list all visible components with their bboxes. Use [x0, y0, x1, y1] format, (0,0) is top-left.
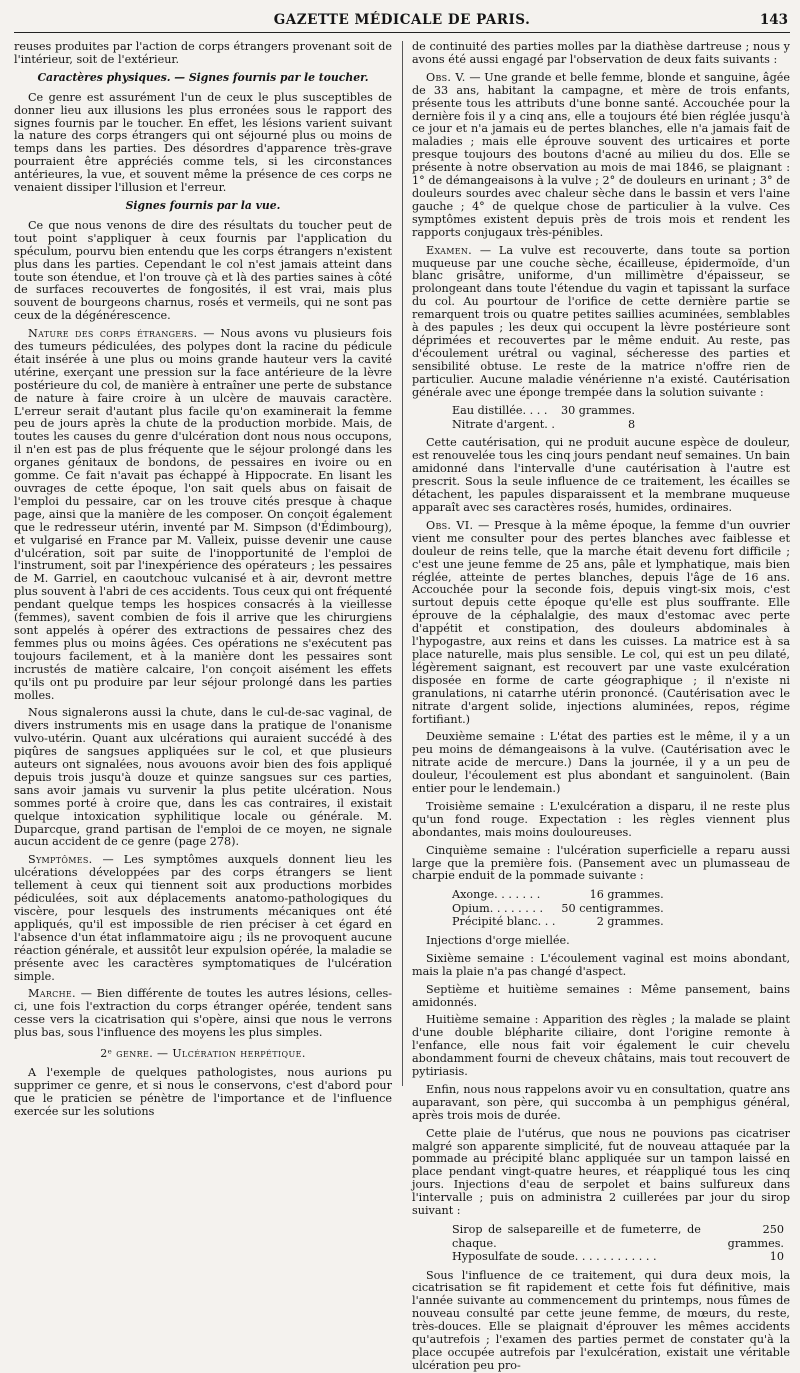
prescription-row: [452, 1250, 790, 1264]
paragraph: Septième et huitième semaines : Même pansement, bains amidonnés.: [412, 982, 790, 1009]
text-columns: [14, 40, 790, 1372]
page-header: [14, 6, 790, 33]
paragraph: Injections d'orge miellée.: [426, 933, 570, 947]
paragraph: [14, 328, 392, 702]
paragraph-text: — Bien différente de toutes les autres lésions, celles-ci, une fois l'extraction du corps étranger opérée, tendent sans cesse vers la cicatrisation qui s'opère, ainsi que nous le verrons plus bas, sous l'influence des moyens les plus simples.: [14, 987, 392, 1040]
quantity: 10: [769, 1250, 784, 1263]
paragraph: A l'exemple de quelques pathologistes, nous aurions pu supprimer ce genre, et si nous le conservons, c'est d'abord pour que le praticien se pénètre de l'importance et de l'influence exercée sur les solutions: [14, 1065, 392, 1118]
observation: [412, 520, 790, 727]
paragraph: Cinquième semaine : l'ulcération superficielle a reparu aussi large que la première fois. (Pansement avec un plumasseau de charpie enduit de la pommade suivante :: [412, 843, 790, 883]
paragraph: Huitième semaine : Apparition des règles ; la malade se plaint d'une double blépharite ciliaire, dont l'origine remonte à l'enfance, elle nous fait voir également le cuir chevelu abondamment fourni de cheveux châtains, mais tout recouvert de pytiriasis.: [412, 1013, 790, 1079]
prescription-table: [452, 1223, 790, 1264]
paragraph-text: — Une grande et belle femme, blonde et sanguine, âgée de 33 ans, habitant la campagne, et mère de trois enfants, présente tous les attributs d'une bonne santé. Accouchée pour la dernière fois il y a cinq ans, elle a toujours été bien réglée jusqu'à ce jour et n'a jamais eu de pertes blanches, elle n'a jamais fait de maladies ; mais elle éprouve souvent des urticaires et porte presque toujours des boutons d'acné au milieu du dos. Elle se présente à notre observation au mois de mai 1846, se plaignant : 1° de démangeaisons à la vulve ; 2° de douleurs en urinant ; 3° de douleurs sourdes avec chaleur sèche dans le bassin et vers l'aine gauche ; 4° de quelque chose de particulier à la vulve. Ces symptômes existent depuis près de trois mois et rendent les rapports conjugaux très-pénibles.: [412, 70, 790, 239]
ingredient: Précipité blanc. . .: [452, 915, 556, 929]
paragraph: Nous signalerons aussi la chute, dans le cul-de-sac vaginal, de divers instruments mis en usage dans la pratique de l'onanisme vulvo-utérin. Quant aux ulcérations qui auraient succédé à des piqûres de sangsues appliquées sur le col, et que plusieurs auteurs ont signalées, nous avouons avoir bien des fois appliqué depuis trois jusqu'à douze et quinze sangsues sur ces parties, sans avoir jamais vu survenir la plus petite ulcération. Nous sommes porté à croire que, dans les cas contraires, il existait quelque intoxication syphilitique locale ou générale. M. Duparcque, grand partisan de l'emploi de ce moyen, ne signale aucun accident de ce genre (page 278).: [14, 706, 392, 849]
ingredient: Axonge. . . . . . .: [452, 888, 541, 902]
prescription-table: [452, 404, 641, 431]
paragraph-text: — Nous avons vu plusieurs fois des tumeurs pédiculées, des polypes dont la racine du pédicule était insérée à une plus ou moins grande hauteur vers la cavité utérine, exerçant une pression sur la face antérieure de la lèvre postérieure du col, de manière à entraîner une perte de substance de nature à faire croire à un ulcère de mauvais caractère. L'erreur serait d'autant plus facile qu'on examinerait la femme peu de jours après la chute de la production morbide. Mais, de toutes les causes du genre d'ulcération dont nous nous occupons, il n'en est pas de plus fréquente que le séjour prolongé dans les organes génitaux de bondons, de pessaires en ivoire ou en gomme. Ce fait n'avait pas échappé à Hippocrate. En lisant les ouvrages de cette époque, l'on sait quels abus on faisait de l'emploi du pessaire, car on les trouve cités presque à chaque page, ainsi que la manière de les composer. On conçoit également que le redresseur utérin, inventé par M. Simpson (d'Édimbourg), et vulgarisé en France par M. Valleix, puisse devenir une cause d'ulcération, soit par suite de l'inopportunité de l'emploi de l'instrument, soit par l'inexpérience des opérateurs ; les pessaires de M. Garriel, en caoutchouc vulcanisé et à air, devront mettre plus souvent à l'abri de ces accidents. Tous ceux qui ont fréquenté pendant quelque temps les hospices consacrés à la vieillesse (femmes), savent combien de fois il arrive que les chirurgiens sont appelés à opérer des extractions de pessaires chez des femmes plus ou moins âgées. Ces opérations ne s'exécutent pas toujours facilement, et à la manière dont les pessaires sont incrustés de matière calcaire, l'on conçoit aisément les effets qu'ils ont pu produire par leur séjour prolongé dans les parties molles.: [14, 327, 392, 702]
prescription-table: [452, 888, 670, 929]
quantity: 250 grammes.: [727, 1223, 784, 1250]
ingredient: Sirop de salsepareille et de fumeterre, de chaque.: [452, 1223, 701, 1250]
running-title: GAZETTE MÉDICALE DE PARIS.: [273, 12, 531, 28]
run-in-heading: Nature des corps étrangers.: [28, 327, 198, 341]
right-column: [412, 40, 790, 1372]
paragraph: reuses produites par l'action de corps étrangers provenant soit de l'intérieur, soit de l'extérieur.: [14, 40, 392, 66]
paragraph-text: — Les symptômes auxquels donnent lieu les ulcérations développées par des corps étrangers se lient tellement à ceux qui tiennent soit aux productions morbides pédiculées, soit aux déplacements anatomo-pathologiques du viscère, pour lesquels des instruments mécaniques ont été appliqués, qu'il est impossible de rien préciser à cet égard en l'absence d'un état inflammatoire aigu ; ils ne provoquent aucune réaction générale, et aussitôt leur expulsion opérée, la maladie se présente avec les caractères symptomatiques de l'ulcération simple.: [14, 853, 392, 983]
quantity: 30 grammes.: [560, 404, 636, 418]
prescription-row: [452, 902, 670, 916]
prescription-row: [452, 915, 670, 929]
section-heading: Caractères physiques. — Signes fournis par le toucher.: [37, 70, 369, 84]
paragraph: [14, 854, 392, 983]
quantity: 50 centigrammes.: [561, 901, 664, 915]
ingredient: Hyposulfate de soude. . . . . . . . . . . .: [452, 1250, 657, 1263]
quantity: 2 grammes.: [596, 915, 664, 929]
paragraph: Sixième semaine : L'écoulement vaginal est moins abondant, mais la plaie n'a pas changé d'aspect.: [412, 951, 790, 978]
prescription-row: [452, 404, 641, 418]
paragraph: [14, 988, 392, 1040]
prescription-row: [452, 1223, 790, 1250]
paragraph: [412, 245, 790, 400]
run-in-heading: Examen.: [426, 243, 473, 257]
paragraph: Sous l'influence de ce traitement, qui dura deux mois, la cicatrisation se fit rapidement et cette fois fut définitive, mais l'année suivante au commencement du printemps, nous fûmes de nouveau consulté par cette jeune femme, de mœurs, du reste, très-douces. Elle se plaignait d'éprouver les mêmes accidents qu'autrefois ; l'examen des parties permet de constater qu'à la place occupée autrefois par l'exulcération, existait une véritable ulcération peu pro-: [412, 1268, 790, 1372]
section-heading: 2ᵉ genre. — Ulcération herpétique.: [100, 1047, 306, 1061]
paragraph: Cette cautérisation, qui ne produit aucune espèce de douleur, est renouvelée tous les cinq jours pendant neuf semaines. Un bain amidonné dans l'intervalle d'une cautérisation à l'autre est prescrit. Sous la seule influence de ce traitement, les écailles se détachent, les papules disparaissent et la membrane muqueuse apparaît avec ses caractères rosés, humides, ordinaires.: [412, 436, 790, 514]
run-in-heading: Marche.: [28, 987, 76, 1001]
observation: [412, 72, 790, 240]
quantity: 8: [627, 417, 636, 431]
paragraph: Cette plaie de l'utérus, que nous ne pouvions pas cicatriser malgré son apparente simplicité, fut de nouveau attaquée par la pommade au précipité blanc appliquée sur un tampon laissé en place pendant vingt-quatre heures, et réappliqué tous les cinq jours. Injections d'eau de serpolet et bains sulfureux dans l'intervalle ; puis on administra 2 cuillerées par jour du sirop suivant :: [412, 1126, 790, 1218]
section-heading: Signes fournis par la vue.: [125, 198, 281, 212]
paragraph-text: — Presque à la même époque, la femme d'un ouvrier vient me consulter pour des pertes blanches avec faiblesse et douleur de reins telle, que la marche était devenu fort difficile ; c'est une jeune femme de 25 ans, pâle et lymphatique, mais bien réglée, atteinte de pertes blanches, depuis l'âge de 16 ans. Accouchée pour la seconde fois, depuis vingt-six mois, c'est surtout depuis cette époque qu'elle est plus souffrante. Elle éprouve de la céphalalgie, des maux d'estomac avec perte d'appétit et constipation, des douleurs abdominales à l'hypogastre, aux reins et dans les cuisses. La matrice est à sa place naturelle, mais plus sensible. Le col, qui est un peu dilaté, légèrement saignant, est recouvert par une vaste exulcération disposée en forme de carte géographique ; il n'existe ni granulations, ni catarrhe utérin prononcé. (Cautérisation avec le nitrate d'argent solide, injections aluminées, repos, régime fortifiant.): [412, 518, 790, 726]
paragraph: de continuité des parties molles par la diathèse dartreuse ; nous y avons été aussi engagé par l'observation de deux faits suivants :: [412, 40, 790, 66]
paragraph: Enfin, nous nous rappelons avoir vu en consultation, quatre ans auparavant, son père, qui succomba à un pemphigus général, après trois mois de durée.: [412, 1082, 790, 1122]
paragraph: Deuxième semaine : L'état des parties est le même, il y a un peu moins de démangeaisons à la vulve. (Cautérisation avec le nitrate acide de mercure.) Dans la journée, il y a un peu de douleur, l'écoulement est plus abondant et sanguinolent. (Bain entier pour le lendemain.): [412, 730, 790, 796]
ingredient: Opium. . . . . . . .: [452, 901, 544, 915]
run-in-heading: Obs. VI.: [426, 518, 474, 532]
paragraph: Ce que nous venons de dire des résultats du toucher peut de tout point s'appliquer à ceux fournis par l'application du spéculum, pourvu bien entendu que les corps étrangers n'existent plus dans les parties. Cependant le col n'est jamais atteint dans toute son étendue, et l'on trouve çà et là des parties saines à côté de surfaces recouvertes de fongosités, il est vrai, mais plus souvent de bourgeons charnus, rosés et vermeils, qui ne sont pas ceux de la dégénérescence.: [14, 218, 392, 323]
run-in-heading: Symptômes.: [28, 853, 93, 867]
paragraph: Troisième semaine : L'exulcération a disparu, il ne reste plus qu'un fond rouge. Expectation : les règles viennent plus abondantes, mais moins douloureuses.: [412, 799, 790, 839]
paragraph: Ce genre est assurément l'un de ceux le plus susceptibles de donner lieu aux illusions les plus erronées sous le rapport des signes fournis par le toucher. En effet, les lésions varient suivant la nature des corps étrangers qui ont séjourné plus ou moins de temps dans les parties. Des désordres d'apparence très-grave pourraient être appréciés comme tels, si les circonstances antérieures, la vue, et souvent même la présence de ces corps ne venaient dissiper l'illusion et l'erreur.: [14, 90, 392, 195]
quantity: 16 grammes.: [589, 888, 664, 902]
ingredient: Nitrate d'argent. .: [452, 417, 555, 431]
page-number: 143: [759, 12, 788, 28]
run-in-heading: Obs. V.: [426, 70, 466, 84]
prescription-row: [452, 888, 670, 902]
left-column: [14, 40, 392, 1118]
prescription-row: [452, 418, 641, 432]
ingredient: Eau distillée. . . .: [452, 404, 548, 418]
paragraph-text: — La vulve est recouverte, dans toute sa portion muqueuse par une couche sèche, écailleuse, épidermoïde, d'un blanc grisâtre, uniforme, d'un millimètre d'épaisseur, se prolongeant dans toute l'étendue du vagin et tapissant la surface du col. Au pourtour de l'orifice de cette dernière partie se remarquent trois ou quatre petites saillies acuminées, semblables à des papules ; les deux qui occupent la lèvre postérieure sont déprimées et recouvertes par le même enduit. Au reste, pas d'écoulement urétral ou vaginal, sécheresse des parties et sensibilité obtuse. Le reste de la matrice n'offre rien de particulier. Aucune maladie vénérienne n'a existé. Cautérisation générale avec une éponge trempée dans la solution suivante :: [412, 243, 790, 399]
